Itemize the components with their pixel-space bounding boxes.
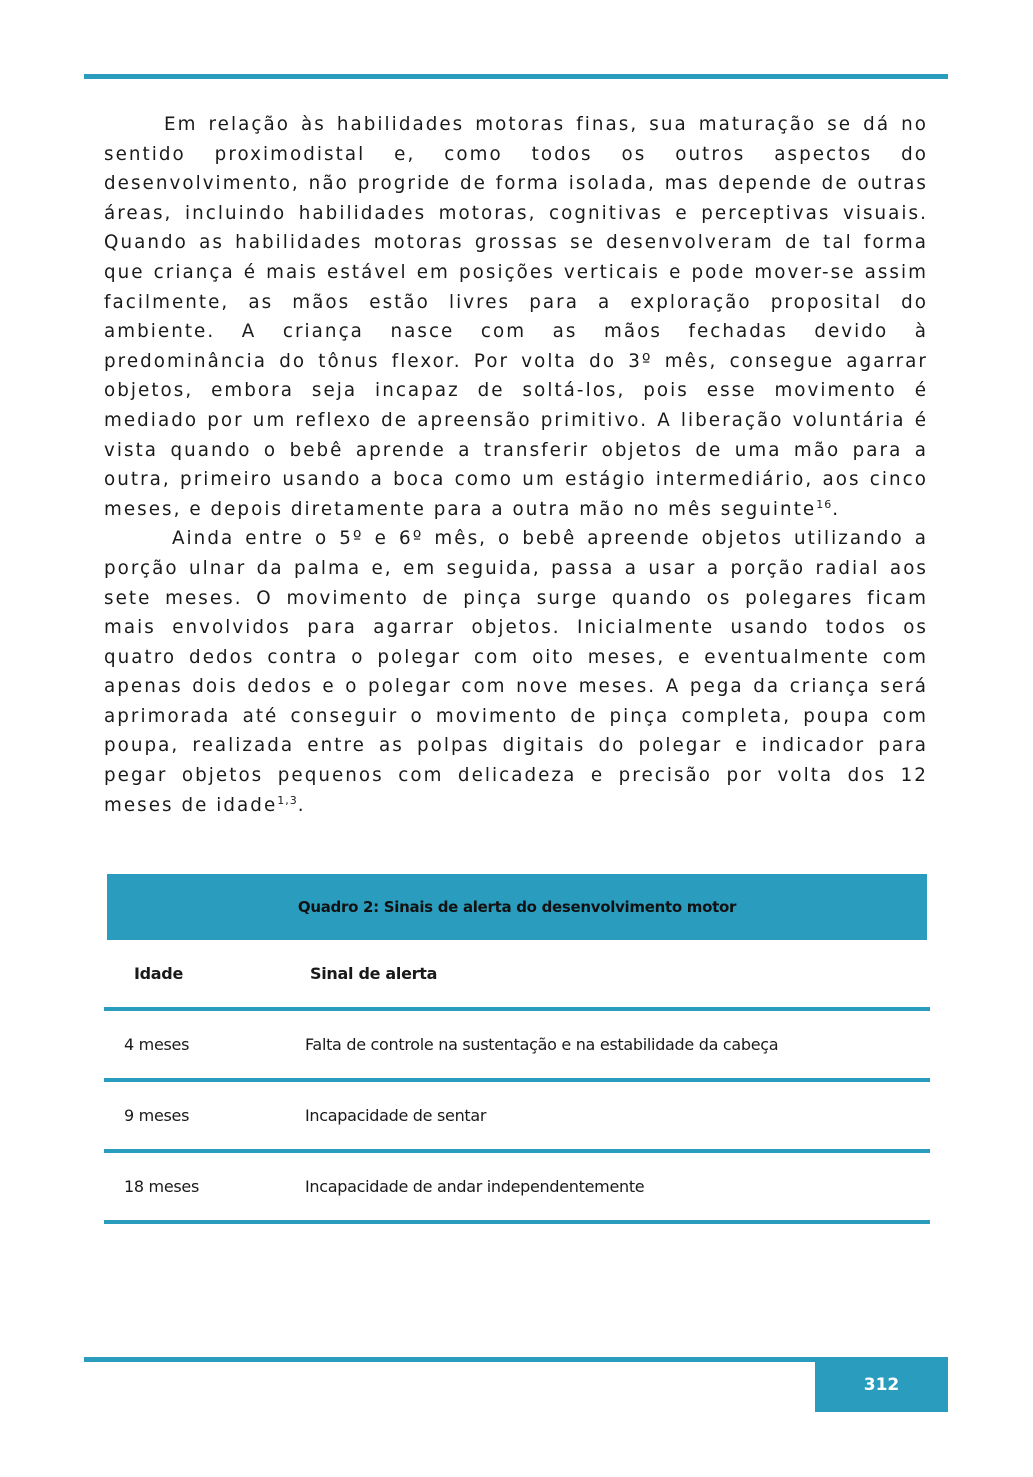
cell-alert-sign: Falta de controle na sustentação e na estabilidade da cabeça xyxy=(305,1035,779,1054)
paragraph-end: . xyxy=(832,498,841,520)
table-title: Quadro 2: Sinais de alerta do desenvolvimento motor xyxy=(107,874,927,940)
paragraph-pincer xyxy=(104,524,928,820)
cell-age: 4 meses xyxy=(124,1035,190,1054)
body-text xyxy=(104,110,928,820)
table-row xyxy=(104,1153,930,1220)
top-rule xyxy=(84,74,948,79)
citation-ref: 16 xyxy=(816,497,833,511)
bottom-rule xyxy=(84,1357,844,1362)
paragraph-text: Ainda entre o 5º e 6º mês, o bebê apreende objetos utilizando a porção ulnar da palma e, em seguida, passa a usar a porção radial aos sete meses. O movimento de pinça surge quando os polegares ficam mais envolvidos para agarrar objetos. Inicialmente usando todos os quatro dedos contra o polegar com oito meses, e eventualmente com apenas dois dedos e o polegar com nove meses. A pega da criança será aprimorada até conseguir o movimento de pinça completa, poupa com poupa, realizada entre as polpas digitais do polegar e indicador para pegar objetos pequenos com delicadeza e precisão por volta dos 12 meses de idade xyxy=(104,528,928,816)
page-number: 312 xyxy=(815,1357,948,1412)
table-row xyxy=(104,1082,930,1149)
paragraph-fine-motor xyxy=(104,110,928,524)
header-alert-sign: Sinal de alerta xyxy=(310,964,438,983)
header-age: Idade xyxy=(134,964,184,983)
cell-age: 9 meses xyxy=(124,1106,190,1125)
paragraph-end: . xyxy=(297,794,306,816)
table-header-row xyxy=(104,940,930,1007)
alert-signs-table xyxy=(104,874,930,1224)
cell-alert-sign: Incapacidade de andar independentemente xyxy=(305,1177,645,1196)
cell-age: 18 meses xyxy=(124,1177,199,1196)
citation-ref: 1,3 xyxy=(277,793,298,807)
paragraph-text: Em relação às habilidades motoras finas, sua maturação se dá no sentido proximodistal e, como todos os outros aspectos do desenvolvimento, não progride de forma isolada, mas depende de outras áreas, incluindo habilidades motoras, cognitivas e perceptivas visuais. Quando as habilidades motoras grossas se desenvolveram de tal forma que criança é mais estável em posições verticais e pode mover-se assim facilmente, as mãos estão livres para a exploração proposital do ambiente. A criança nasce com as mãos fechadas devido à predominância do tônus flexor. Por volta do 3º mês, consegue agarrar objetos, embora seja incapaz de soltá-los, pois esse movimento é mediado por um reflexo de apreensão primitivo. A liberação voluntária é vista quando o bebê aprende a transferir objetos de uma mão para a outra, primeiro usando a boca como um estágio intermediário, aos cinco meses, e depois diretamente para a outra mão no mês seguinte xyxy=(104,114,928,520)
table-row xyxy=(104,1011,930,1078)
table-divider xyxy=(104,1220,930,1224)
cell-alert-sign: Incapacidade de sentar xyxy=(305,1106,487,1125)
